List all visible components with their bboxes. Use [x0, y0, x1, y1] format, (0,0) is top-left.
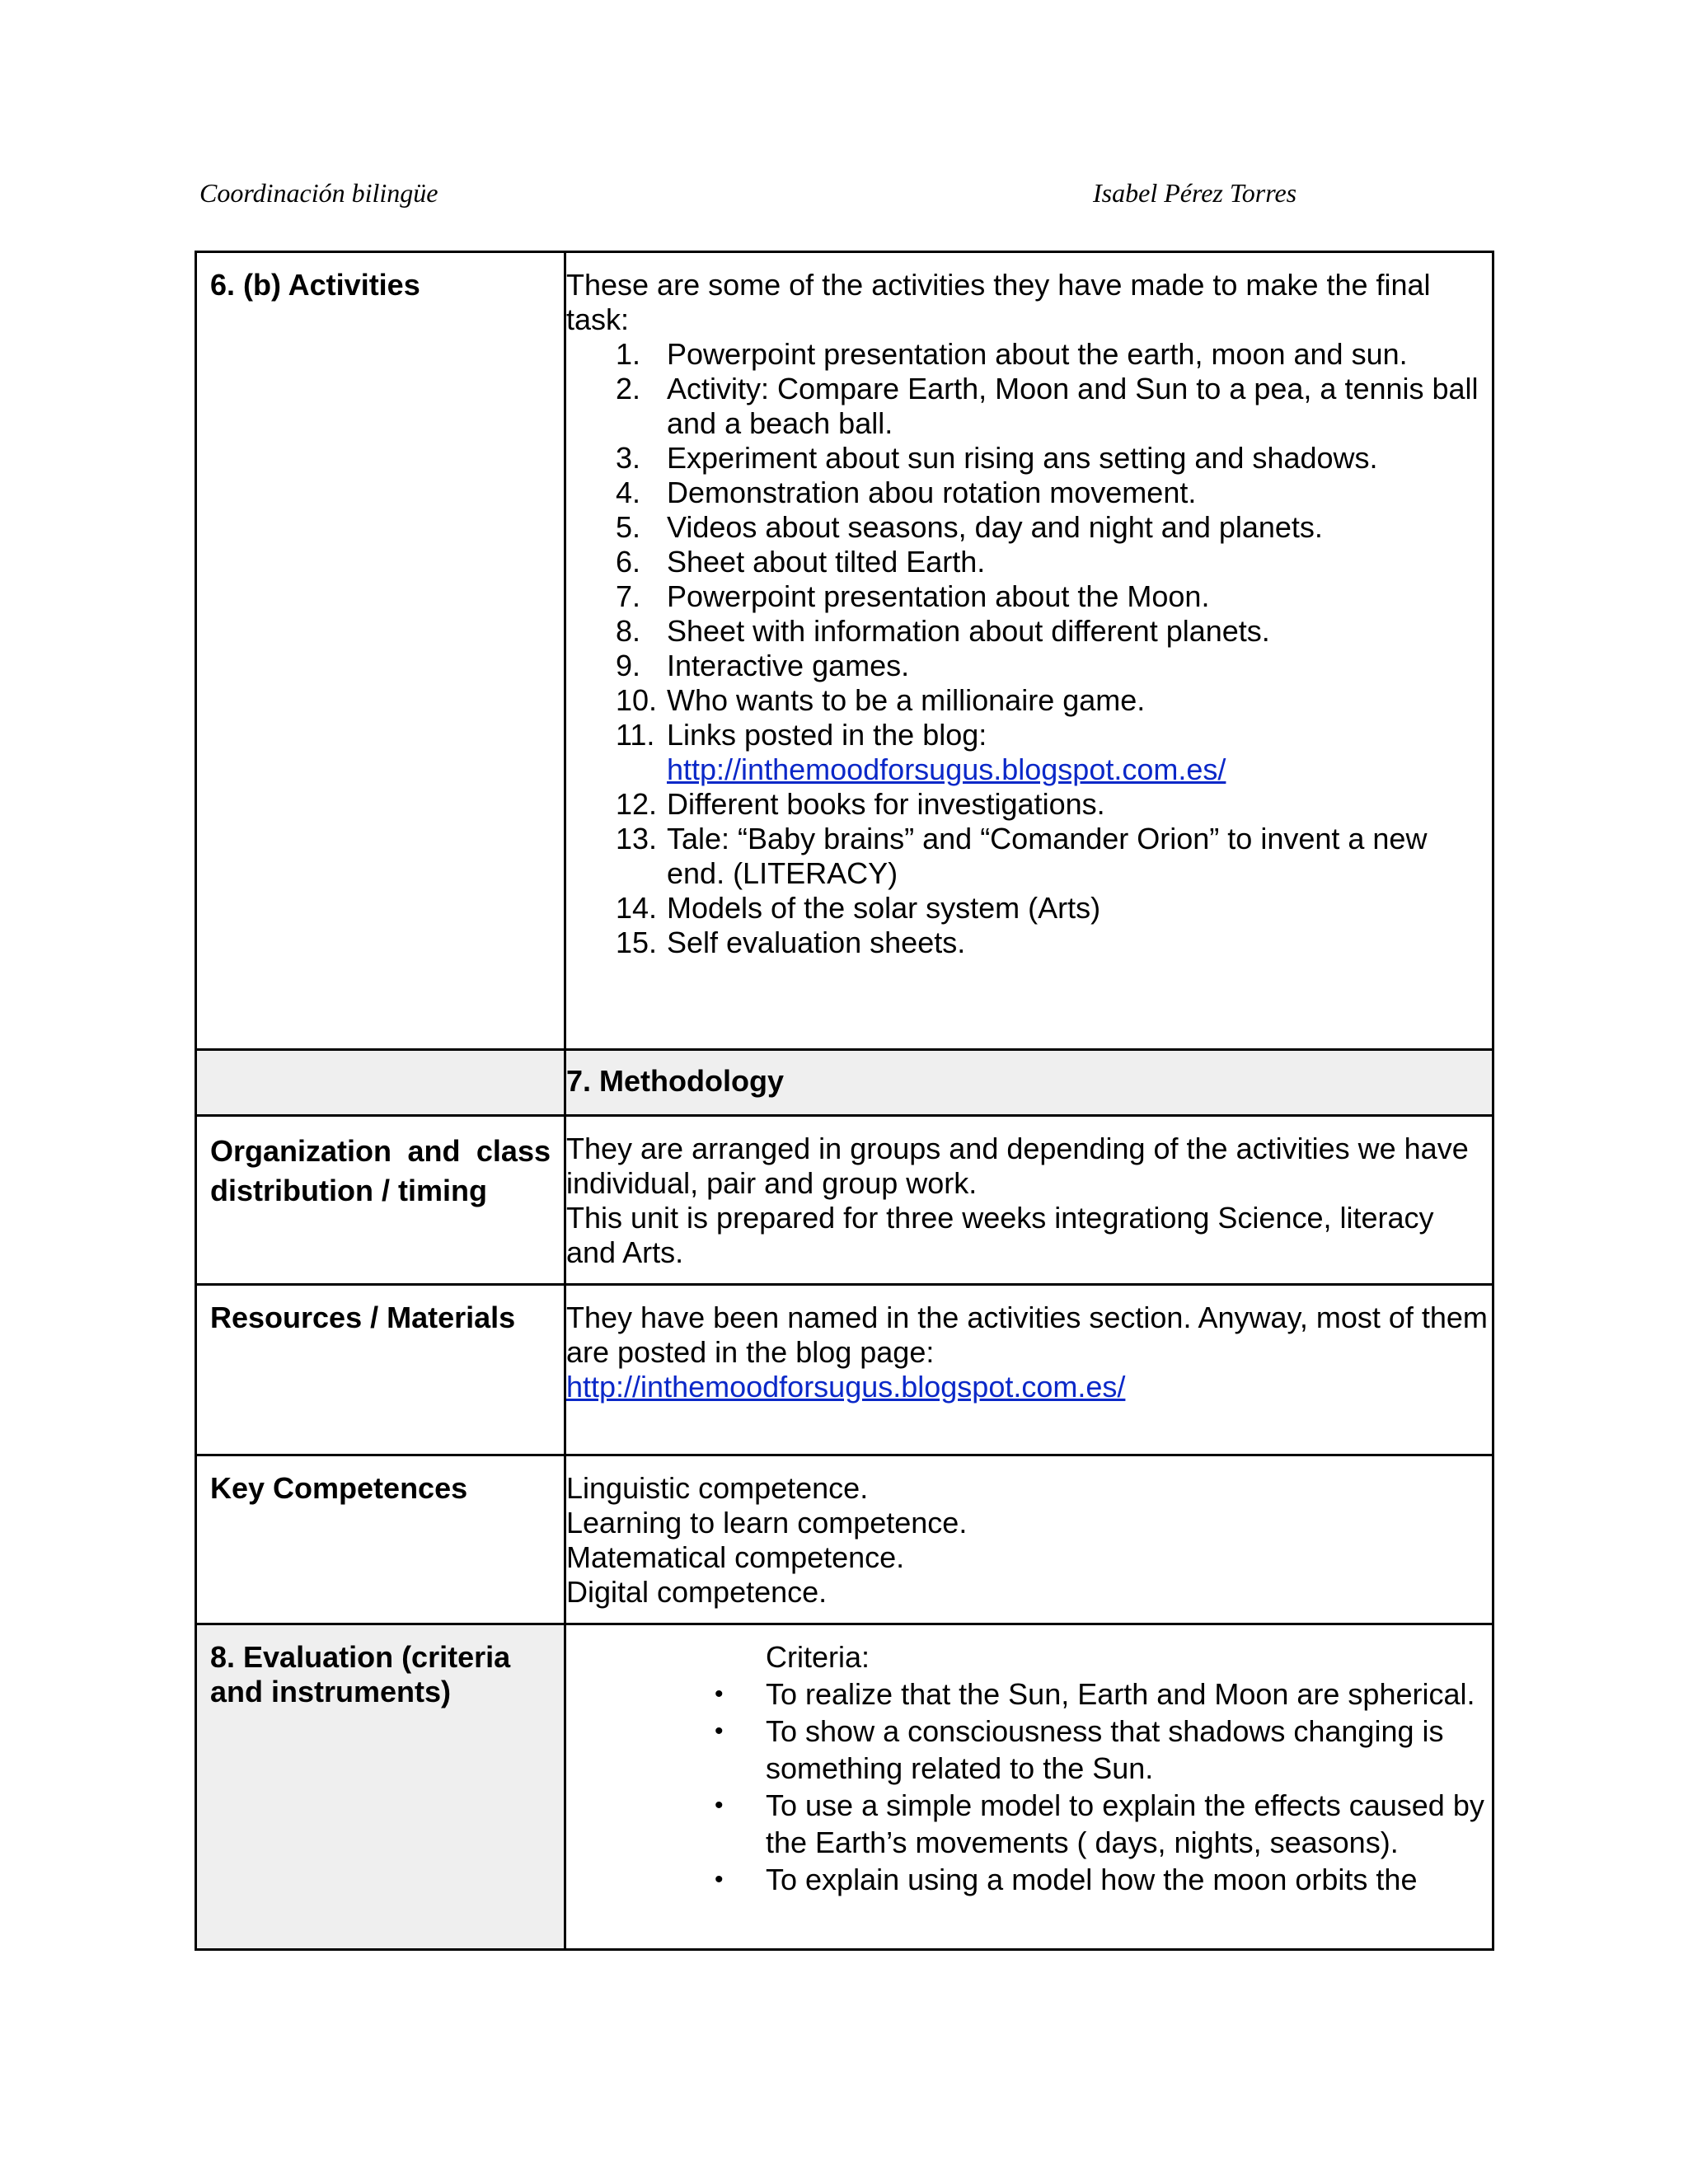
evaluation-row — [196, 1624, 1493, 1950]
organization-line1: They are arranged in groups and depending of the activities we have individual, pair and group work. — [566, 1132, 1469, 1200]
activity-item: 4. Demonstration abou rotation movement. — [616, 476, 1197, 509]
criteria-item: • To show a consciousness that shadows changing is something related to the Sun. — [715, 1714, 1444, 1785]
activities-list — [566, 337, 1490, 960]
activity-item: 11. Links posted in the blog: http://inthemoodforsugus.blogspot.com.es/ — [616, 718, 1226, 786]
criteria-item: • To realize that the Sun, Earth and Moon are spherical. — [715, 1677, 1475, 1711]
organization-content — [565, 1116, 1493, 1285]
activity-item: 10. Who wants to be a millionaire game. — [616, 683, 1146, 717]
resources-blog-link[interactable]: http://inthemoodforsugus.blogspot.com.es/ — [566, 1370, 1126, 1404]
activity-item: 15. Self evaluation sheets. — [616, 926, 966, 959]
organization-row — [196, 1116, 1493, 1285]
header-author: Isabel Pérez Torres — [1093, 178, 1297, 208]
activities-intro: These are some of the activities they have made to make the final task: — [566, 268, 1431, 336]
criteria-title: Criteria: — [766, 1640, 870, 1674]
activity-item: 12. Different books for investigations. — [616, 787, 1105, 821]
activity-item: 1. Powerpoint presentation about the earth, moon and sun. — [616, 337, 1408, 371]
activity-item: 9. Interactive games. — [616, 649, 910, 682]
activity-item: 7. Powerpoint presentation about the Moon. — [616, 579, 1210, 613]
activity-item: 14. Models of the solar system (Arts) — [616, 891, 1101, 925]
resources-text: They have been named in the activities section. Anyway, most of them are posted in the blog page: — [566, 1301, 1488, 1369]
resources-content — [565, 1285, 1493, 1455]
methodology-row — [196, 1050, 1493, 1116]
methodology-title: 7. Methodology — [565, 1050, 1493, 1116]
competences-content — [565, 1455, 1493, 1624]
evaluation-label: 8. Evaluation (criteria and instruments) — [196, 1624, 565, 1950]
competence-item: Learning to learn competence. — [566, 1506, 968, 1540]
competences-label: Key Competences — [196, 1455, 565, 1624]
activity-item: 3. Experiment about sun rising ans setting and shadows. — [616, 441, 1378, 475]
competences-row — [196, 1455, 1493, 1624]
activities-label: 6. (b) Activities — [196, 252, 565, 1050]
criteria-list — [566, 1675, 1490, 1898]
resources-label: Resources / Materials — [196, 1285, 565, 1455]
blog-link[interactable]: http://inthemoodforsugus.blogspot.com.es/ — [667, 752, 1226, 786]
organization-label: Organization and class distribution / timing — [196, 1116, 565, 1285]
criteria-item: • To explain using a model how the moon orbits the — [715, 1863, 1418, 1896]
competence-item: Linguistic competence. — [566, 1471, 869, 1505]
competence-item: Matematical competence. — [566, 1540, 905, 1574]
organization-line2: This unit is prepared for three weeks integrationg Science, literacy and Arts. — [566, 1201, 1434, 1269]
activity-item: 8. Sheet with information about different planets. — [616, 614, 1270, 648]
evaluation-content — [565, 1624, 1493, 1950]
resources-row — [196, 1285, 1493, 1455]
header-coordination: Coordinación bilingüe — [199, 178, 438, 208]
activities-row — [196, 252, 1493, 1050]
unit-plan-table — [195, 251, 1494, 1951]
activity-item: 6. Sheet about tilted Earth. — [616, 545, 986, 579]
activity-item: 13. Tale: “Baby brains” and “Comander Orion” to invent a new end. (LITERACY) — [616, 822, 1428, 890]
activities-content — [565, 252, 1493, 1050]
criteria-item: • To use a simple model to explain the effects caused by the Earth’s movements ( days, nights, seasons). — [715, 1788, 1484, 1859]
activity-item: 2. Activity: Compare Earth, Moon and Sun to a pea, a tennis ball and a beach ball. — [616, 372, 1479, 440]
methodology-empty-cell — [196, 1050, 565, 1116]
activity-item: 5. Videos about seasons, day and night and planets. — [616, 510, 1323, 544]
competence-item: Digital competence. — [566, 1575, 828, 1609]
